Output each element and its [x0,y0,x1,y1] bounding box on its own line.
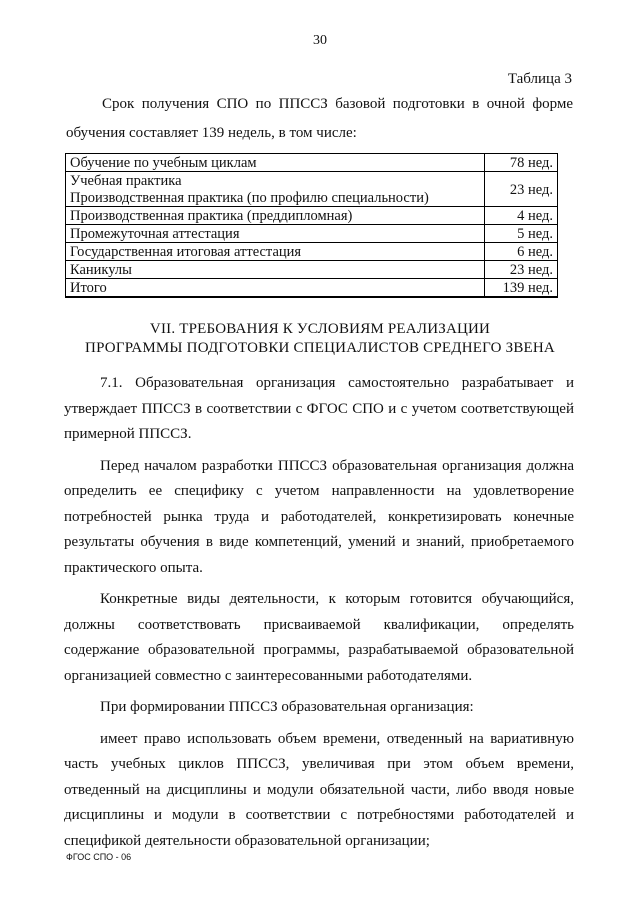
table-caption: Таблица 3 [507,71,572,87]
table-row [66,154,558,172]
row-label: Итого [66,279,485,298]
paragraph: 7.1. Образовательная организация самостоятельно разрабатывает и утверждает ППССЗ в соответствии с ФГОС СПО и с учетом соответствующей примерной ППССЗ. [64,375,574,442]
intro-paragraph [66,90,573,148]
row-label: Учебная практика [66,172,485,190]
footer-code: ФГОС СПО - 06 [66,852,132,862]
row-label: Государственная итоговая аттестация [66,243,485,261]
row-value: 4 нед. [485,207,558,225]
section-heading-line-1: VII. ТРЕБОВАНИЯ К УСЛОВИЯМ РЕАЛИЗАЦИИ [149,321,491,337]
row-value: 6 нед. [485,243,558,261]
row-value: 78 нед. [485,154,558,172]
row-label: Промежуточная аттестация [66,225,485,243]
table-row [66,207,558,225]
body-text [64,371,574,860]
table-row-total [66,279,558,298]
table-row [66,261,558,279]
section-heading [0,320,640,358]
table-row [66,172,558,190]
paragraph: Перед началом разработки ППССЗ образовательная организация должна определить ее специфику с учетом направленности на удовлетворение потребностей рынка труда и работодателей, конкретизировать конечные результаты обучения в виде компетенций, умений и знаний, приобретаемого практического опыта. [64,457,574,576]
study-duration-table [65,153,558,298]
row-value: 139 нед. [485,279,558,298]
row-label: Производственная практика (по профилю специальности) [66,189,485,207]
intro-text: Срок получения СПО по ППССЗ базовой подготовки в очной форме обучения составляет 139 недель, в том числе: [66,96,573,141]
table-row [66,225,558,243]
section-heading-line-2: ПРОГРАММЫ ПОДГОТОВКИ СПЕЦИАЛИСТОВ СРЕДНЕГО ЗВЕНА [85,340,555,356]
row-value: 23 нед. [485,172,558,207]
row-label: Обучение по учебным циклам [66,154,485,172]
table-row [66,243,558,261]
table-row [66,189,558,207]
row-value: 5 нед. [485,225,558,243]
paragraph: Конкретные виды деятельности, к которым готовится обучающийся, должны соответствовать присваиваемой квалификации, определять содержание образовательной программы, разрабатываемой образовательной организацией совместно с заинтересованными работодателями. [64,591,574,684]
row-label: Производственная практика (преддипломная) [66,207,485,225]
page-number: 30 [313,33,327,48]
row-value: 23 нед. [485,261,558,279]
paragraph: имеет право использовать объем времени, отведенный на вариативную часть учебных циклов ППССЗ, увеличивая при этом объем времени, отведенный на дисциплины и модули обязательной части, либо вводя новые дисциплины и модули в соответствии с потребностями работодателей и спецификой деятельности образовательной организации; [64,730,574,849]
row-label: Каникулы [66,261,485,279]
paragraph: При формировании ППССЗ образовательная организация: [100,699,474,715]
